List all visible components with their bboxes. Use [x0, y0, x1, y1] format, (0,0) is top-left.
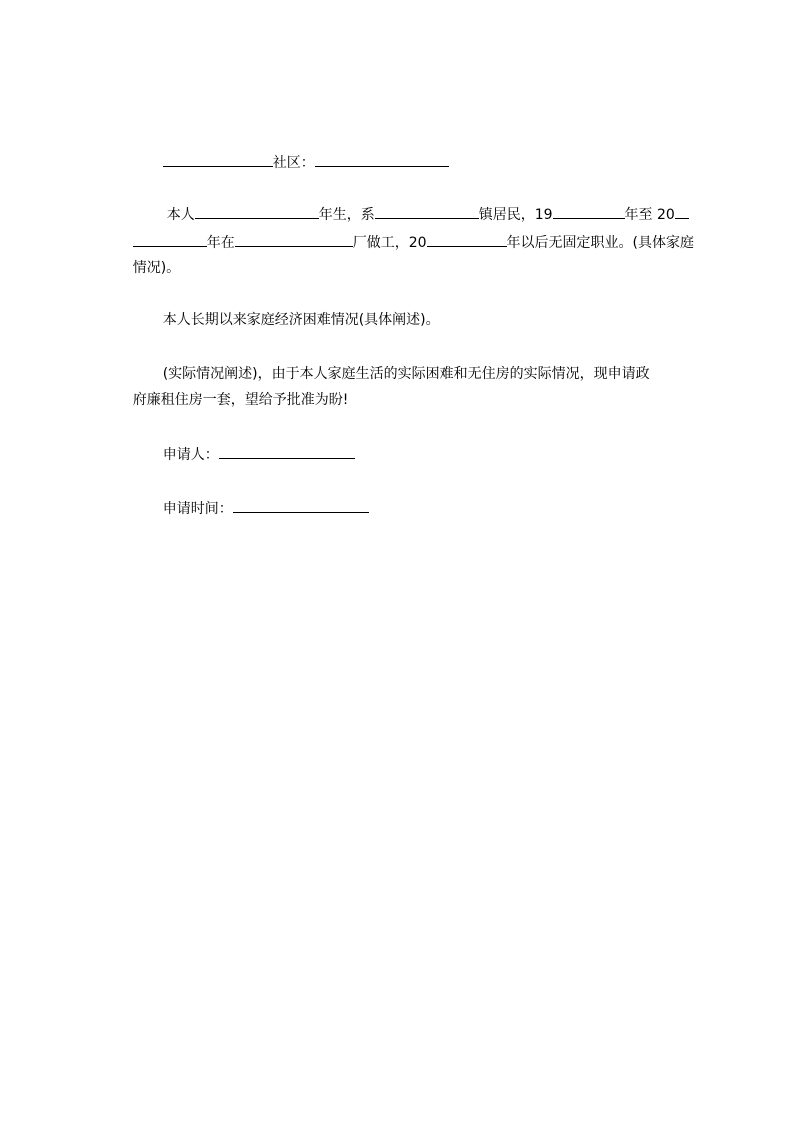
community-blank [315, 152, 449, 167]
application-text-2: 府廉租住房一套，望给予批准为盼! [132, 392, 349, 408]
p1-year-at: 年在 [206, 235, 235, 251]
paragraph-3-line-1 [136, 344, 650, 382]
street-blank [163, 152, 273, 167]
applicant-blank [219, 444, 355, 459]
date-label: 申请时间： [162, 501, 233, 517]
p1-factory-work: 厂做工，20 [352, 235, 427, 251]
p1-born: 年生，系 [318, 207, 375, 223]
paragraph-1-line-3 [106, 238, 181, 276]
application-text-1: (实际情况阐述)，由于本人家庭生活的实际困难和无住房的实际情况，现申请政 [162, 366, 650, 382]
p1-self: 本人 [166, 207, 195, 223]
applicant-line [136, 424, 355, 463]
date-line [136, 478, 369, 517]
p1-year-to: 年至 20 [624, 207, 675, 223]
paragraph-1-line-2 [106, 212, 694, 251]
paragraph-1-line-1 [140, 184, 689, 223]
factory-blank [235, 232, 353, 247]
paragraph-2 [136, 290, 440, 328]
after-year-blank [427, 232, 507, 247]
document-body [106, 0, 698, 1122]
p1-resident: 镇居民，19 [478, 207, 553, 223]
applicant-label: 申请人： [162, 447, 219, 463]
date-blank [233, 498, 369, 513]
community-line [136, 132, 449, 171]
p1-no-job: 年以后无固定职业。(具体家庭 [506, 235, 694, 251]
community-label: 社区： [272, 155, 315, 171]
paragraph-3-line-2 [106, 370, 349, 408]
p1-situation: 情况)。 [132, 260, 181, 276]
hardship-text: 本人长期以来家庭经济困难情况(具体阐述)。 [162, 312, 440, 328]
